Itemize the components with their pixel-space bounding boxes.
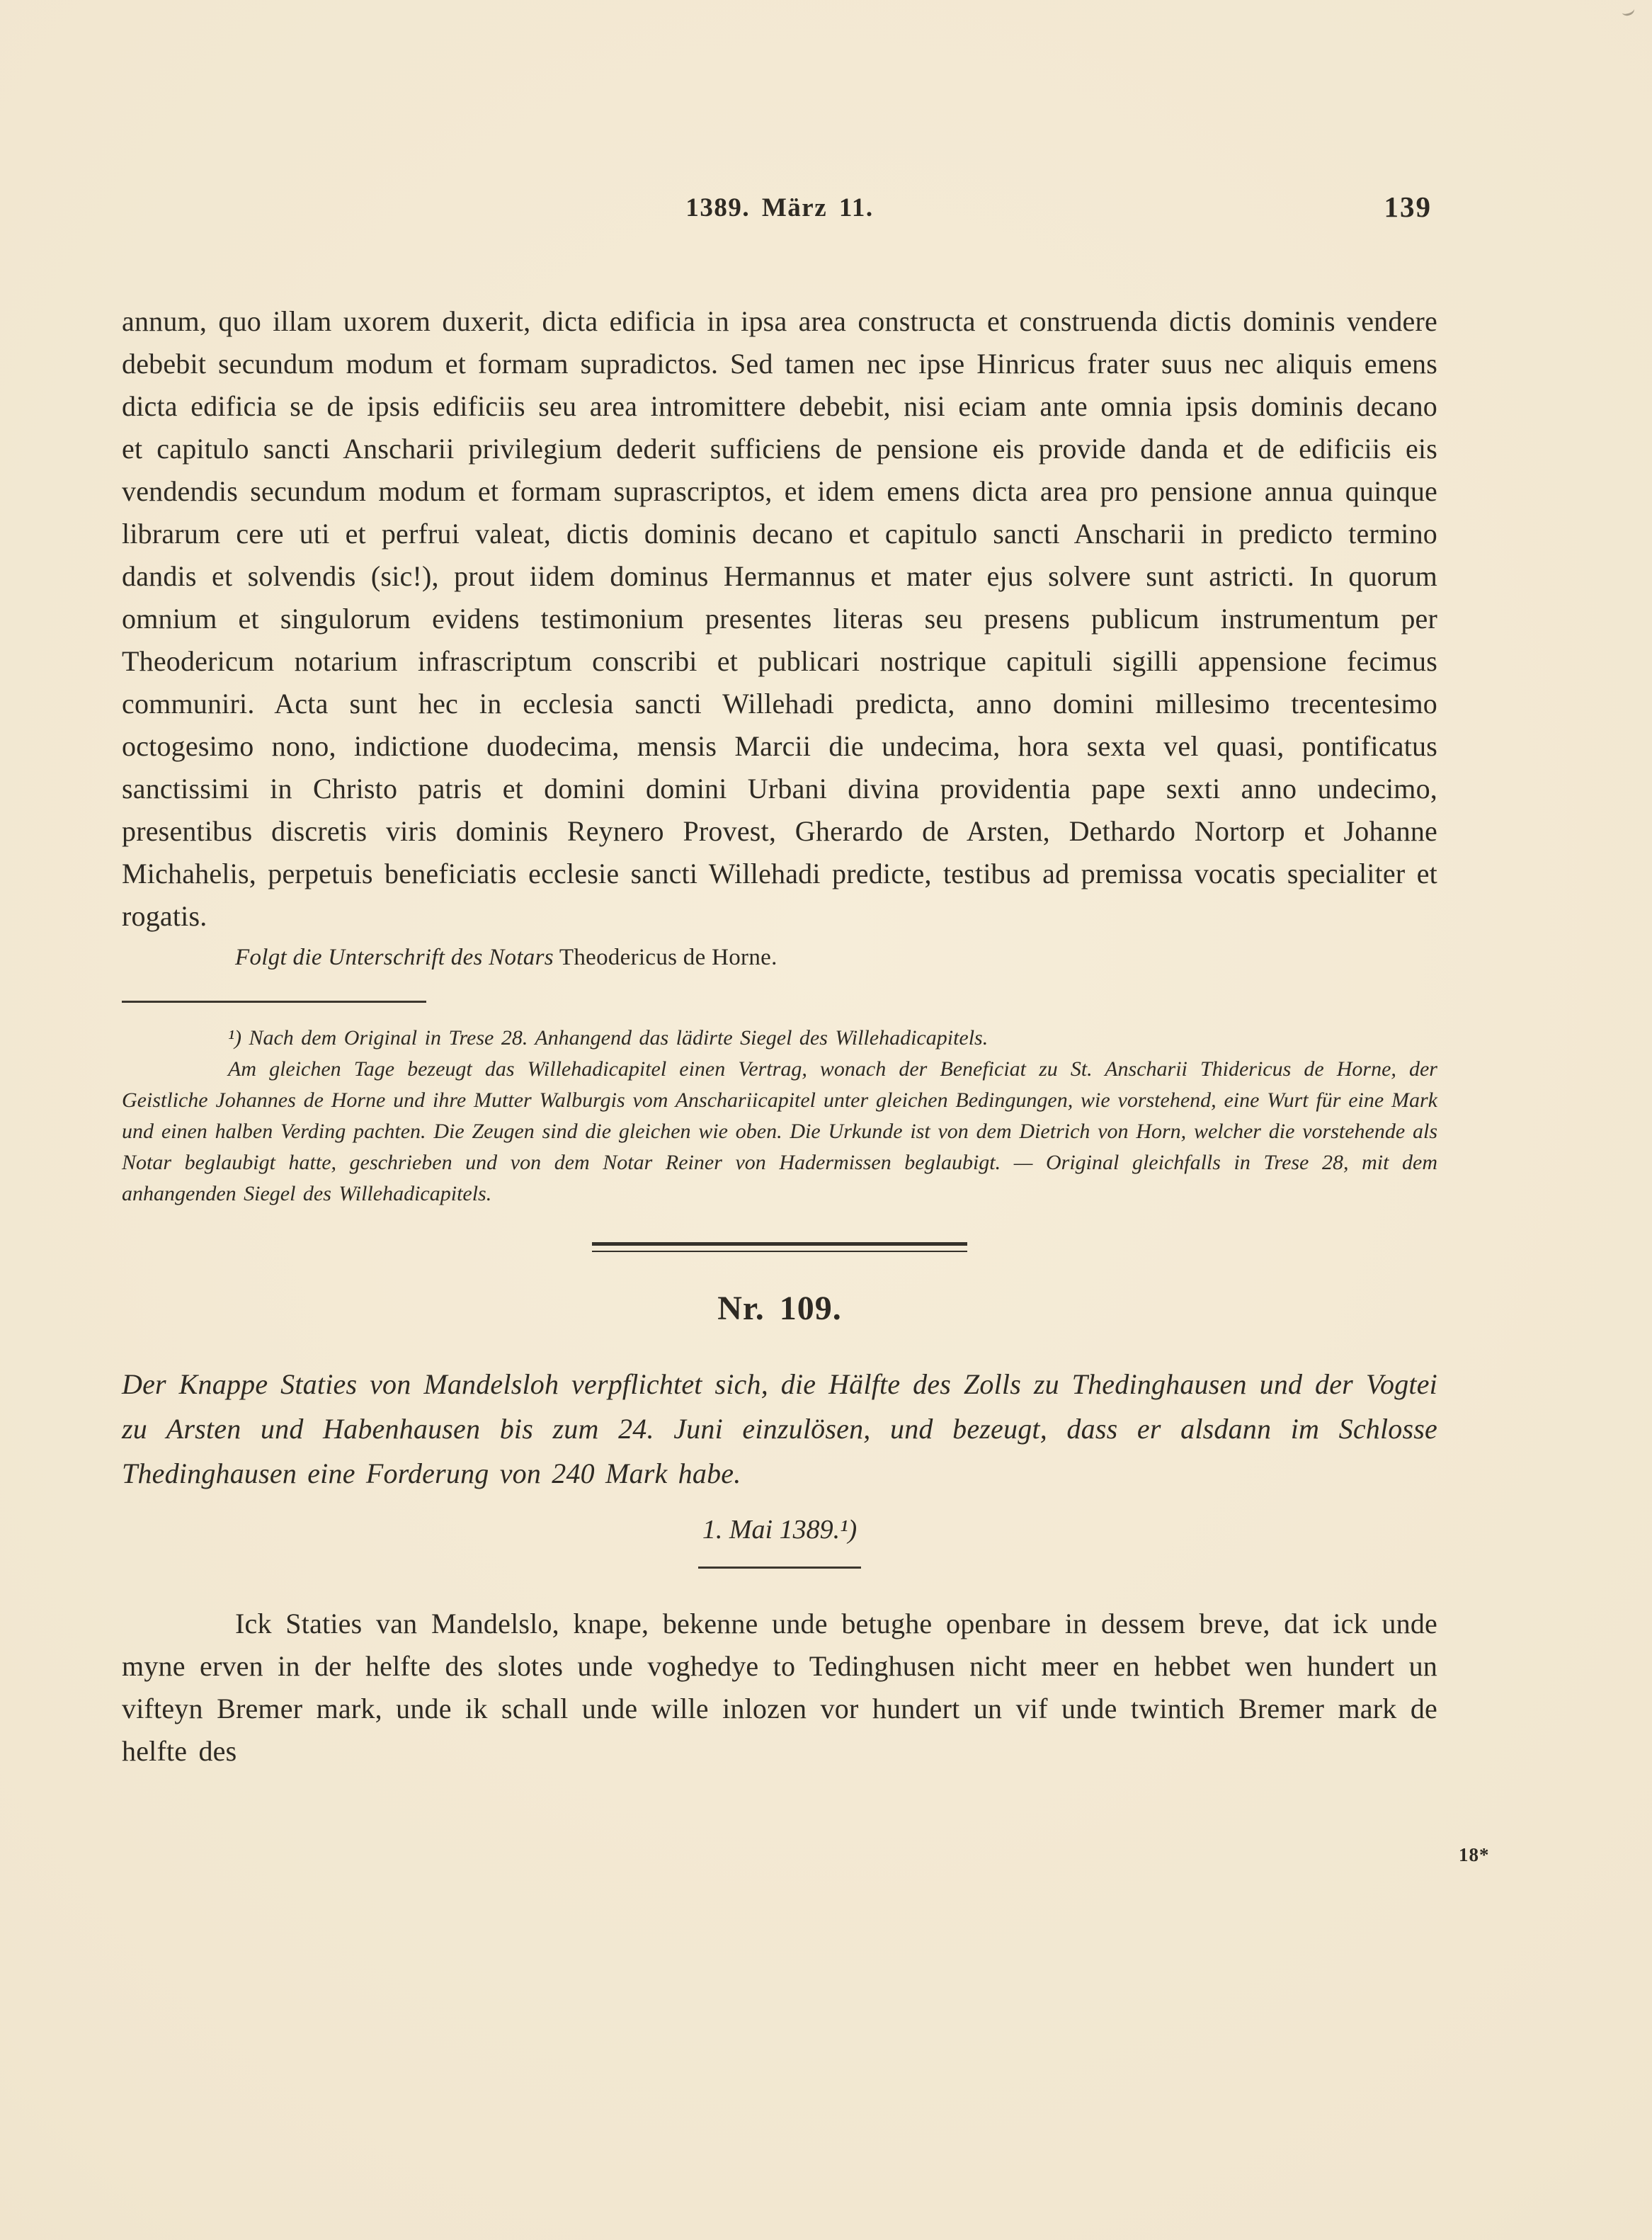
divider-thick-line bbox=[592, 1242, 967, 1246]
footnote-2: Am gleichen Tage bezeugt das Willehadicapitel einen Vertrag, wonach der Beneficiat zu St. Anscharii Thidericus de Horne, der Geistliche Johannes de Horne und ihre Mutter Walburgis vom Anschariicapitel unter gleichen Bedingungen, wie vorstehend, eine Wurt für eine Mark und einen halben Verding pachten. Die Zeugen sind die gleichen wie oben. Die Urkunde ist von dem Dietrich von Horn, welcher die vorstehende als Notar beglaubigt hatte, geschrieben und von dem Notar Reiner von Hadermissen beglaubigt. — Original gleichfalls in Trese 28, mit dem anhangenden Siegel des Willehadicapitels. bbox=[122, 1057, 1437, 1205]
footnote-separator-rule bbox=[122, 1001, 426, 1003]
signature-note-roman-part: Theodericus de Horne. bbox=[559, 945, 777, 970]
date-separator-rule bbox=[698, 1567, 861, 1569]
page-header bbox=[122, 193, 1437, 227]
entry-summary: Der Knappe Staties von Mandelsloh verpflichtet sich, die Hälfte des Zolls zu Thedinghausen und der Vogtei zu Arsten und Habenhausen bis zum 24. Juni einzulösen, und bezeugt, dass er alsdann im Schlosse Thedinghausen eine Forderung von 240 Mark habe. bbox=[122, 1368, 1437, 1489]
entry-date-line: 1. Mai 1389.¹) bbox=[702, 1515, 858, 1545]
running-head-date: 1389. März 11. bbox=[685, 193, 874, 222]
corner-ink-mark bbox=[1620, 4, 1635, 18]
section-divider-rule bbox=[592, 1242, 967, 1252]
latin-charter-text: annum, quo illam uxorem duxerit, dicta edificia in ipsa area constructa et construenda dictis dominis vendere debebit secundum modum et formam supradictos. Sed tamen nec ipse Hinricus frater suus nec aliquis emens dicta edificia se de ipsis edificiis seu area intromittere debebit, nisi eciam ante omnia ipsis dominis decano et capitulo sancti Anscharii privilegium dederit sufficiens de pensione eis provide danda et de edificiis eis vendendis secundum modum et formam suprascriptos, et idem emens dicta area pro pensione annua quinque librarum cere uti et perfrui valeat, dictis dominis decano et capitulo sancti Anscharii in predicto termino dandis et solvendis (sic!), prout iidem dominus Hermannus et mater ejus solvere sunt astricti. In quorum omnium et singulorum evidens testimonium presentes literas seu presens publicum instrumentum per Theodericum notarium infrascriptum conscribi et publicari nostrique capituli sigilli appensione fecimus communiri. Acta sunt hec in ecclesia sancti Willehadi predicta, anno domini millesimo trecentesimo octogesimo nono, indictione duodecima, mensis Marcii die undecima, hora sexta vel quasi, pontificatus sanctissimi in Christo patris et domini domini Urbani divina providentia pape sexti anno undecimo, presentibus discretis viris dominis Reynero Provest, Gherardo de Arsten, Dethardo Nortorp et Johanne Michahelis, perpetuis beneficiatis ecclesie sancti Willehadi predicte, testibus ad premissa vocatis specialiter et rogatis. bbox=[122, 305, 1437, 932]
page-number: 139 bbox=[1384, 191, 1432, 223]
footnotes-block bbox=[122, 1023, 1437, 1210]
page-content bbox=[122, 0, 1437, 1773]
divider-thin-line bbox=[592, 1251, 967, 1252]
entry-number-heading: Nr. 109. bbox=[717, 1290, 842, 1327]
printers-signature-mark: 18* bbox=[1459, 1844, 1490, 1865]
footnote-1: ¹) Nach dem Original in Trese 28. Anhangend das lädirte Siegel des Willehadicapitels. bbox=[228, 1026, 989, 1050]
notary-signature-note bbox=[235, 945, 1437, 971]
low-german-charter-text: Ick Staties van Mandelslo, knape, bekenne unde betughe openbare in dessem breve, dat ick unde myne erven in der helfte des slotes unde voghedye to Tedinghusen nicht meer en hebbet wen hundert un vifteyn Bremer mark, unde ik schall unde wille inlozen vor hundert un vif unde twintich Bremer mark de helfte des bbox=[122, 1608, 1437, 1767]
signature-note-italic-part: Folgt die Unterschrift des Notars bbox=[235, 945, 554, 970]
